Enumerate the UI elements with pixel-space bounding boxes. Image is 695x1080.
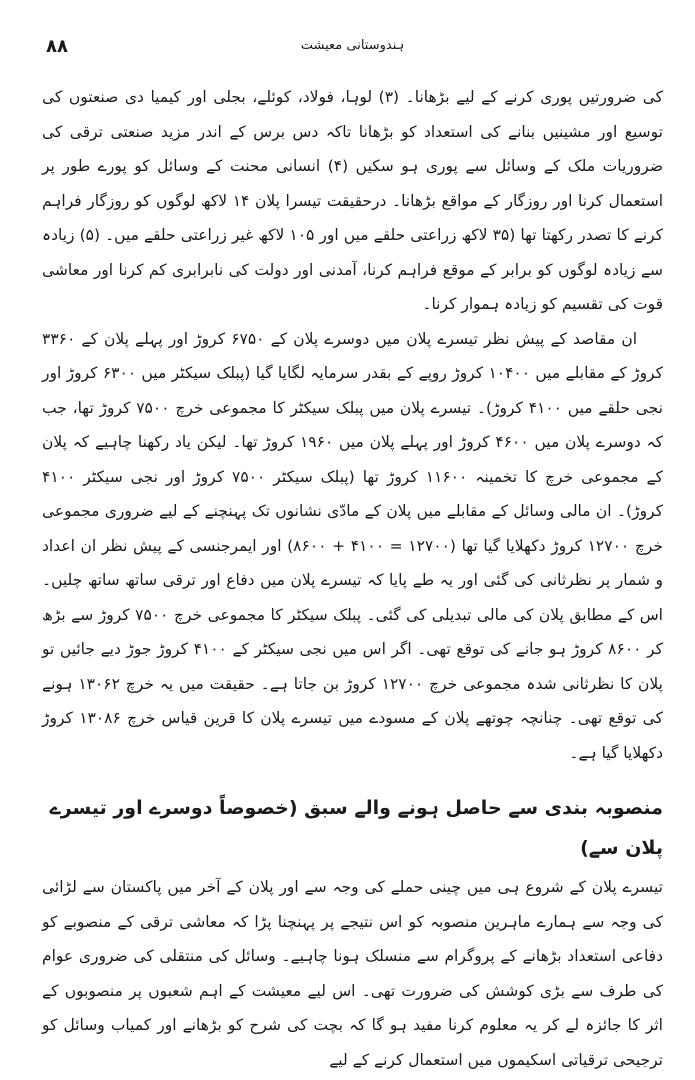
section-heading: منصوبہ بندی سے حاصل ہونے والے سبق (خصوصاً دوسرے اور تیسرے پلان سے)	[49, 797, 663, 859]
running-title: ہندوستانی معیشت	[300, 38, 405, 53]
book-page	[40, 30, 665, 1069]
paragraph-objectives: کی ضرورتیں پوری کرنے کے لیے بڑھانا۔ (۳) لوہا، فولاد، کوئلے، بجلی اور کیمیا دی صنعتوں کی توسیع اور مشینیں بنانے کی استعداد کو بڑھانا تاکہ دس برس کے اندر مزید صنعتی ترقی کی ضروریات ملک کے وسائل سے پوری ہو سکیں (۴) انسانی محنت کے وسائل کو پورے طور پر استعمال کرنا اور روزگار کے مواقع بڑھانا۔ درحقیقت تیسرا پلان ۱۴ لاکھ لوگوں کو روزگار فراہم کرنے کا تصدر رکھتا تھا (۳۵ لاکھ زراعتی حلقے میں اور ۱۰۵ لاکھ غیر زراعتی حلقے میں۔ (۵) زیادہ سے زیادہ لوگوں کو برابر کے موقع فراہم کرنا، آمدنی اور دولت کی نابرابری کم کرنا اور معاشی قوت کی تقسیم کو زیادہ ہموار کرنا۔	[42, 88, 664, 313]
paragraph-lessons: تیسرے پلان کے شروع ہی میں چینی حملے کی وجہ سے اور پلان کے آخر میں پاکستان سے لڑائی کی وجہ سے ہمارے ماہرین منصوبہ کو اس نتیجے پر پہنچنا پڑا کہ معاشی ترقی کے منصوبے کو دفاعی استعداد بڑھانے کے پروگرام سے منسلک ہونا چاہیے۔ وسائل کی منتقلی کی ضروری عوام کی طرف سے بڑی کوشش کی ضرورت تھی۔ اس لیے معیشت کے اہم شعبوں پر منصوبوں کے اثر کا جائزہ لے کر یہ معلوم کرنا مفید ہو گا کہ بچت کی شرح کو بڑھانے اور کمیاب وسائل کو ترجیحی ترقیاتی اسکیموں میں استعمال کرنے کے لیے	[42, 878, 663, 1069]
running-head	[40, 30, 665, 70]
paragraph-investment: ان مقاصد کے پیش نظر تیسرے پلان میں دوسرے پلان کے ۶۷۵۰ کروڑ اور پہلے پلان کے ۳۳۶۰ کروڑ کے مقابلے میں ۱۰۴۰۰ کروڑ روپے کے بقدر سرمایہ لگایا گیا (پبلک سیکٹر میں ۶۳۰۰ کروڑ اور نجی حلقے میں ۴۱۰۰ کروڑ)۔ تیسرے پلان میں پبلک سیکٹر کا مجموعی خرچ ۷۵۰۰ کروڑ تھا، جب کہ دوسرے پلان میں ۴۶۰۰ کروڑ اور پہلے پلان میں ۱۹۶۰ کروڑ تھا۔ لیکن یاد رکھنا چاہیے کہ پلان کے مجموعی خرچ کا تخمینہ ۱۱۶۰۰ کروڑ تھا (پبلک سیکٹر ۷۵۰۰ کروڑ اور نجی سیکٹر ۴۱۰۰ کروڑ)۔ ان مالی وسائل کے مقابلے میں پلان کے مادّی نشانوں تک پہنچنے کے لیے ضروری مجموعی خرچ ۱۲۷۰۰ کروڑ دکھلایا گیا تھا (۱۲۷۰۰ = ۴۱۰۰ + ۸۶۰۰) اور ایمرجنسی کے پیش نظر ان اعداد و شمار پر نظرثانی کی گئی اور یہ طے پایا کہ تیسرے پلان میں دفاع اور ترقی ساتھ ساتھ چلیں۔ اس کے مطابق پلان کی مالی تبدیلی کی گئی۔ پبلک سیکٹر کا مجموعی خرچ ۷۵۰۰ کروڑ سے بڑھ کر ۸۶۰۰ کروڑ ہو جانے کی توقع تھی۔ اگر اس میں نجی سیکٹر کے ۴۱۰۰ کروڑ جوڑ دیے جائیں تو پلان کا نظرثانی شدہ مجموعی خرچ ۱۲۷۰۰ کروڑ بن جاتا ہے۔ حقیقت میں یہ خرچ ۱۳۰۶۲ ہونے کی توقع تھی۔ چنانچہ چوتھے پلان کے مسودے میں تیسرے پلان کا قرین قیاس خرچ ۱۳۰۸۶ کروڑ دکھلایا گیا ہے۔	[42, 329, 664, 762]
page-number: ۸۸	[46, 36, 68, 57]
